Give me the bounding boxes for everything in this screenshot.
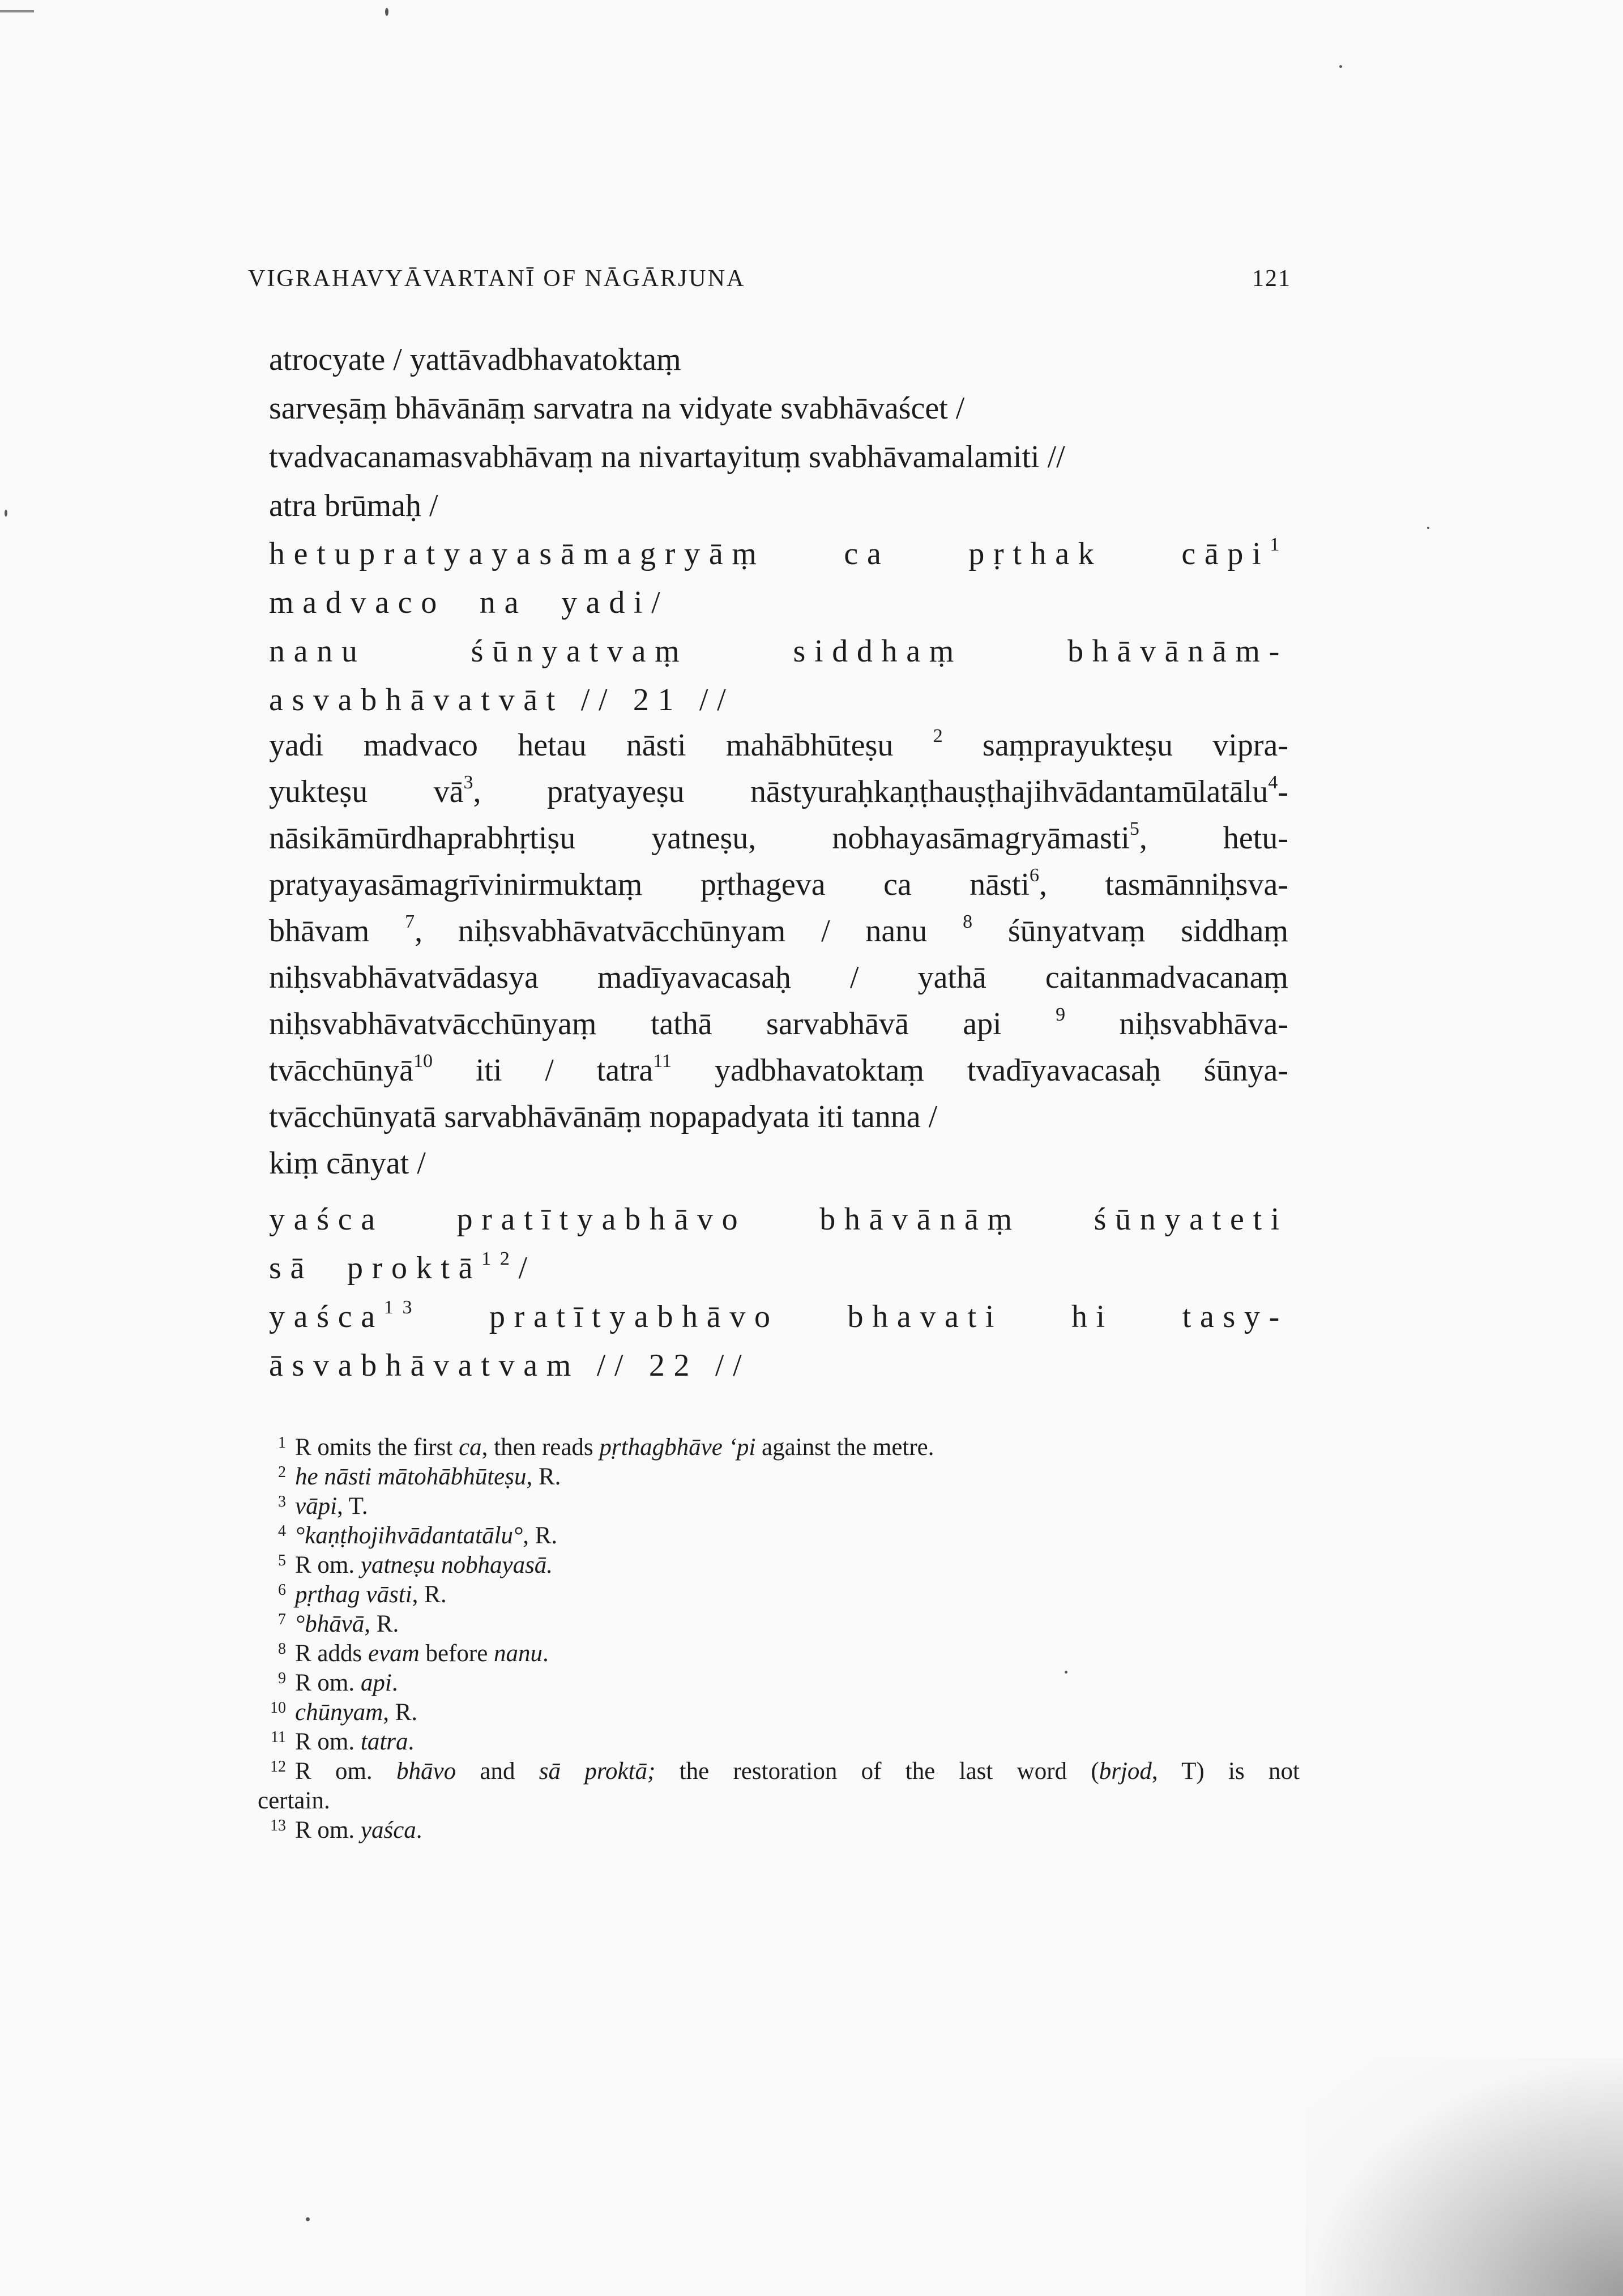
verse-word: yadi/ (561, 585, 669, 620)
verse-word: nanu (269, 634, 366, 669)
footnote-text: R om. tatra. (295, 1729, 415, 1755)
footnote-text: pṛthag vāsti, R. (295, 1581, 447, 1608)
verse-word: bhavati (847, 1299, 1003, 1334)
scan-speck (5, 510, 7, 517)
footnote-number: 2 (278, 1463, 286, 1481)
footnote (258, 1521, 1300, 1551)
footnote-marker: 5 (1129, 818, 1139, 840)
footnote-marker: 3 (463, 772, 473, 793)
verse-word: bhāvānāṃ (819, 1202, 1021, 1237)
footnote (258, 1551, 1300, 1580)
footnotes (258, 1433, 1300, 1845)
verse-line (269, 676, 1288, 724)
footnote-marker: 13 (383, 1297, 421, 1318)
footnote-marker: 11 (653, 1051, 672, 1072)
footnote-text: vāpi, T. (295, 1493, 368, 1520)
footnote-marker: 12 (481, 1248, 519, 1270)
footnote (258, 1610, 1300, 1639)
footnote-text: R om. api. (295, 1670, 398, 1696)
verse-word: pratītyabhāvo (489, 1299, 779, 1334)
verse-word: yaśca (269, 1202, 384, 1237)
text-line: yukteṣu $vā^3$, pratyayeṣu nāstyuraḥkaṇṭhauṣṭhajihvādantamūlatālu$^4$- (269, 772, 1288, 809)
verse-word: āsvabhāvatvam // 22 // (269, 1348, 751, 1383)
footnote-number: 7 (278, 1611, 286, 1628)
footnote (258, 1668, 1300, 1698)
text-line: sarveṣāṃ bhāvānāṃ sarvatra na vidyate svabhāvaścet / (269, 391, 965, 426)
footnote-text: R om. yatneṣu nobhayasā. (295, 1552, 553, 1578)
verse-word: yaśca$^{13}$ (269, 1297, 421, 1334)
footnote-number: 12 (270, 1758, 286, 1776)
page-header (248, 265, 1291, 305)
scan-speck (1339, 65, 1342, 68)
verse-word: na (479, 585, 528, 620)
footnote (258, 1580, 1300, 1610)
text-line: tvācchūnyā$^{10}$ iti / tatra$^{11}$ yadbhavatoktaṃ tvadīyavacasaḥ śūnya- (269, 1051, 1288, 1088)
footnote-number: 8 (278, 1640, 286, 1658)
footnote-number: 13 (270, 1817, 286, 1834)
footnote (258, 1757, 1300, 1816)
footnote-text: R om. yaśca. (295, 1817, 422, 1843)
footnote-number: 4 (278, 1522, 286, 1540)
footnote-text: R om. bhāvo and sā proktā; the restoration of the last word (brjod, T) is not (295, 1758, 1300, 1785)
verse-word: pṛthak (968, 536, 1103, 571)
footnote (258, 1698, 1300, 1727)
verse-word: madvaco (269, 585, 446, 620)
footnote-text: R adds evam before nanu. (295, 1640, 549, 1667)
opening-passage (269, 335, 1288, 530)
text-line: niḥsvabhāvatvādasya madīyavacasaḥ / yathā caitanmadvacanaṃ (269, 960, 1288, 995)
text-line: nāsikāmūrdhaprabhṛtiṣu yatneṣu, nobhayasāmagryāmasti$^5$, hetu- (269, 818, 1288, 856)
footnote-marker: 9 (1056, 1004, 1066, 1026)
verse-word: pratītyabhāvo (456, 1202, 747, 1237)
verse-word: cāpi$^1$ (1181, 534, 1288, 571)
footnote-text: °kaṇṭhojihvādantatālu°, R. (295, 1522, 558, 1549)
verse-word: tasy- (1182, 1299, 1288, 1334)
text-line: atra brūmaḥ / (269, 488, 438, 523)
footnote-text: °bhāvā, R. (295, 1611, 399, 1637)
text-line: yadi madvaco hetau nāsti mahābhūteṣu $^2$ saṃprayukteṣu vipra- (269, 725, 1288, 763)
page-number: 121 (1252, 266, 1291, 292)
text-line: tvācchūnyatā sarvabhāvānāṃ nopapadyata iti tanna / (269, 1099, 938, 1134)
verse-line (269, 1341, 1288, 1390)
verse-word: śūnyatvaṃ (471, 634, 689, 669)
footnote-marker: 10 (413, 1051, 433, 1072)
verse-22 (269, 1195, 1288, 1390)
footnote-number: 5 (278, 1552, 286, 1569)
scan-speck (385, 8, 388, 16)
scan-speck (306, 2217, 310, 2221)
footnote-number: 3 (278, 1493, 286, 1510)
verse-line (269, 627, 1288, 676)
verse-word: hi (1071, 1299, 1114, 1334)
footnote-marker: 1 (1270, 534, 1288, 556)
footnote (258, 1727, 1300, 1757)
footnote-text: chūnyam, R. (295, 1699, 418, 1726)
footnote-marker: 8 (963, 911, 973, 933)
text-line: niḥsvabhāvatvācchūnyaṃ tathā sarvabhāvā api $^9$ niḥsvabhāva- (269, 1004, 1289, 1042)
footnote (258, 1462, 1300, 1492)
verse-line (269, 1195, 1288, 1244)
verse-word: sā (269, 1251, 314, 1286)
verse-line (269, 578, 1288, 627)
text-line: pratyayasāmagrīvinirmuktaṃ pṛthageva ca nāsti$^6$, tasmānniḥsva- (269, 865, 1288, 902)
footnote (258, 1433, 1300, 1462)
footnote (258, 1639, 1300, 1668)
verse-word: asvabhāvatvāt // 21 // (269, 682, 735, 718)
verse-word: hetupratyayasāmagryāṃ (269, 536, 766, 571)
footnote-text: he nāsti mātohābhūteṣu, R. (295, 1463, 561, 1490)
footnote-marker: 4 (1268, 772, 1278, 793)
footnote-number: 6 (278, 1581, 286, 1599)
verse-21 (269, 530, 1288, 724)
footnote-number: 1 (278, 1434, 286, 1452)
scan-speck (1427, 527, 1429, 529)
scan-shadow (1306, 2058, 1623, 2296)
footnote (258, 1816, 1300, 1845)
footnote (258, 1492, 1300, 1521)
verse-word: siddhaṃ (793, 634, 963, 669)
verse-word: bhāvānām- (1067, 634, 1288, 669)
footnote-marker: 7 (405, 911, 415, 933)
footnote-marker: 6 (1030, 865, 1040, 886)
verse-word: proktā$^{12}$/ (347, 1248, 536, 1286)
scan-edge-mark (0, 10, 34, 12)
footnote-number: 10 (270, 1699, 286, 1717)
text-line: kiṃ cānyat / (269, 1146, 426, 1181)
commentary-paragraph (269, 722, 1288, 1187)
verse-word: śūnyateti (1094, 1202, 1288, 1237)
verse-line (269, 1244, 1288, 1292)
verse-line (269, 530, 1288, 578)
footnote-text: R omits the first ca, then reads pṛthagbhāve ‘pi against the metre. (295, 1434, 934, 1461)
footnote-marker: 2 (933, 725, 943, 747)
verse-line (269, 1292, 1288, 1341)
footnote-number: 11 (271, 1729, 286, 1746)
running-title: VIGRAHAVYĀVARTANĪ OF NĀGĀRJUNA (248, 266, 746, 292)
text-line: atrocyate / yattāvadbhavatoktaṃ (269, 342, 681, 377)
verse-word: ca (844, 536, 890, 571)
text-line: bhāvam $^7$, niḥsvabhāvatvācchūnyam / nanu $^8$ śūnyatvaṃ siddhaṃ (269, 911, 1289, 949)
footnote-number: 9 (278, 1670, 286, 1687)
text-line: tvadvacanamasvabhāvaṃ na nivartayituṃ svabhāvamalamiti // (269, 439, 1065, 475)
footnote-continuation: certain. (258, 1787, 330, 1814)
